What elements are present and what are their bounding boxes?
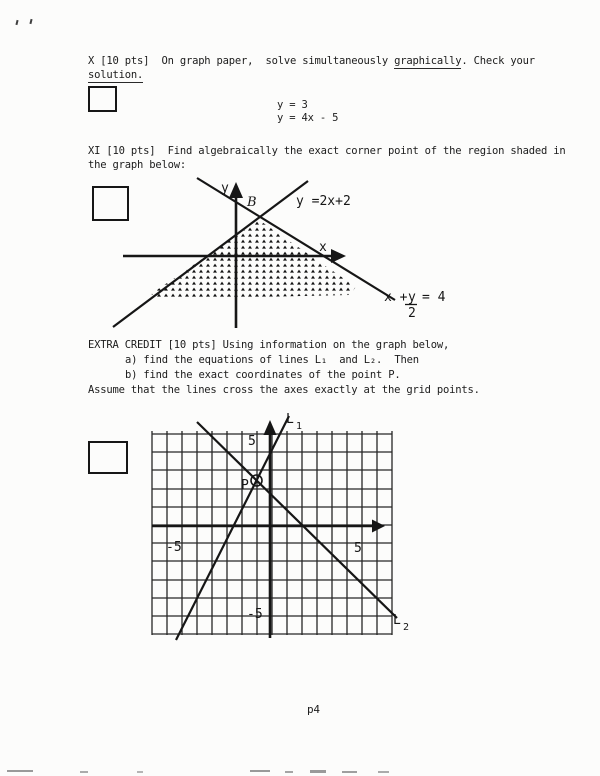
- scan-artifact: [137, 771, 143, 773]
- problem-x-line2: [88, 68, 143, 82]
- line-l1-label: L: [286, 412, 294, 427]
- answer-box-extra-credit: [88, 441, 128, 474]
- tick-label-top-5: 5: [248, 434, 256, 449]
- answer-box-x: [88, 86, 117, 112]
- scan-artifact: [7, 770, 33, 772]
- scan-artifact: [29, 19, 32, 24]
- extra-credit-line3: b) find the exact coordinates of the point P.: [125, 369, 401, 381]
- scan-artifact: [378, 771, 389, 773]
- scan-artifact: [250, 770, 270, 772]
- extra-credit-line4: Assume that the lines cross the axes exactly at the grid points.: [88, 384, 480, 396]
- falling-eq-post: = 4: [422, 290, 446, 305]
- grid-graph: [145, 408, 420, 653]
- tick-label-bottom-neg5: -5: [247, 607, 263, 622]
- y-axis-label: y: [221, 181, 229, 196]
- tick-label-right-5: 5: [354, 541, 362, 556]
- y-axis-arrow-icon: [264, 420, 277, 435]
- falling-eq-pre: x +: [384, 290, 408, 305]
- problem-xi-line1: XI [10 pts] Find algebraically the exact corner point of the region shaded in: [88, 145, 566, 157]
- problem-x-line1-suffix: . Check your: [461, 55, 535, 67]
- scan-artifact: [342, 771, 357, 773]
- problem-x-line1-prefix: X [10 pts] On graph paper, solve simultaneously: [88, 55, 395, 67]
- scan-artifact: [15, 20, 18, 25]
- corner-point-label: B: [247, 195, 257, 210]
- problem-x-equation2: y = 4x - 5: [277, 112, 339, 124]
- tick-label-left-neg5: -5: [166, 540, 182, 555]
- y-axis-arrow-icon: [229, 182, 243, 198]
- scan-artifact: [285, 771, 293, 773]
- shaded-region: [151, 220, 356, 299]
- problem-x-equation1: y = 3: [277, 99, 308, 111]
- extra-credit-line1: EXTRA CREDIT [10 pts] Using information on the graph below,: [88, 339, 450, 351]
- point-p-label: P: [241, 478, 249, 493]
- line-l2-label: L: [393, 613, 401, 628]
- problem-x-line1: [88, 54, 535, 68]
- problem-xi-line2: the graph below:: [88, 159, 186, 171]
- problem-x-solution-word: solution.: [88, 69, 144, 81]
- rising-line-equation-label: y =2x+2: [296, 194, 351, 209]
- extra-credit-line2: a) find the equations of lines L₁ and L₂. Then: [125, 354, 419, 366]
- x-axis-arrow-icon: [331, 249, 346, 263]
- problem-x-underlined-word: graphically: [394, 55, 462, 67]
- shaded-region-graph: [100, 172, 490, 340]
- falling-eq-numerator: y: [408, 290, 416, 305]
- page-number: p4: [307, 703, 320, 716]
- line-l1-label-sub: 1: [296, 421, 303, 432]
- x-axis-label: x: [319, 240, 327, 255]
- falling-line-equation-label: [384, 290, 446, 321]
- grid-vertical-lines: [152, 431, 392, 635]
- scan-artifact: [310, 770, 326, 773]
- falling-eq-denominator: 2: [408, 306, 416, 321]
- x-axis-arrow-icon: [372, 520, 385, 533]
- line-l2-label-sub: 2: [403, 622, 410, 633]
- scan-artifact: [80, 771, 88, 773]
